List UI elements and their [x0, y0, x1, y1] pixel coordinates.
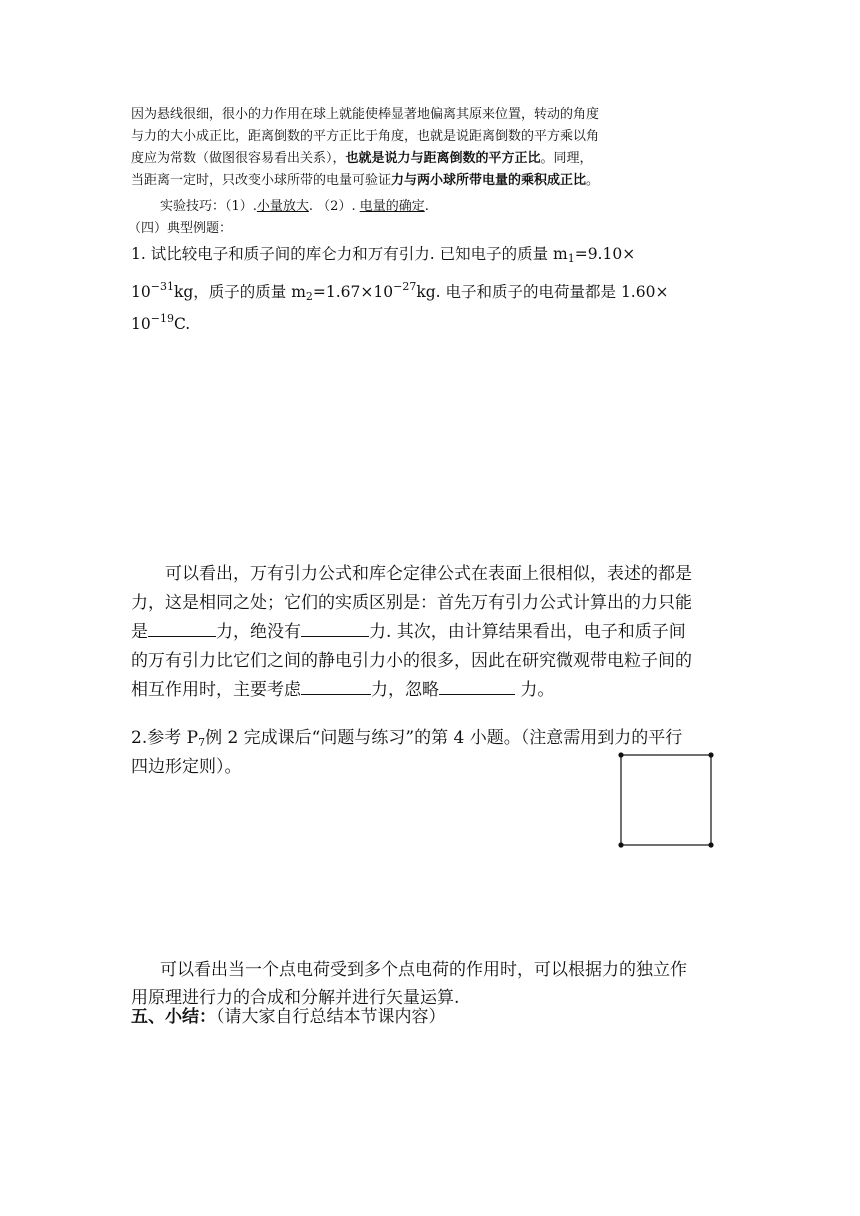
charge-dot-top-right [708, 752, 713, 757]
conclusion-1-line-5: 相互作用时，主要考虑 力，忽略 力。 [131, 676, 711, 705]
blank-1 [148, 618, 216, 637]
blank-3 [301, 676, 371, 695]
intro-line-4: 当距离一定时，只改变小球所带的电量可验证力与两小球所带电量的乘积成正比。 [131, 173, 600, 188]
conclusion-1-line-4: 的万有引力比它们之间的静电引力小的很多，因此在研究微观带电粒子间的 [131, 651, 692, 671]
conclusion-1-line-1: 可以看出，万有引力公式和库仑定律公式在表面上很相似，表述的都是 [165, 564, 692, 584]
examples-heading: （四）典型例题： [128, 221, 233, 236]
charge-dot-bottom-left [618, 842, 623, 847]
example-2-line-1: 2.参考 $P_7$例 2 完成课后“问题与练习”的第 4 小题。（注意需用到力的平行 [131, 728, 683, 749]
blank-4 [439, 676, 515, 695]
intro-line-1: 因为悬线很细，很小的力作用在球上就能使棒显著地偏离其原来位置，转动的角度 [131, 107, 600, 122]
conclusion-2-line-1: 可以看出当一个点电荷受到多个点电荷的作用时，可以根据力的独立作 [160, 960, 687, 980]
summary-heading: 五、小结：（请大家自行总结本节课内容） [131, 1007, 446, 1027]
charge-dot-top-left [618, 752, 623, 757]
conclusion-1-line-2: 力，这是相同之处；它们的实质区别是：首先万有引力公式计算出的力只能 [131, 593, 692, 613]
example-2-line-2: 四边形定则）。 [131, 757, 242, 777]
conclusion-2-line-2: 用原理进行力的合成和分解并进行矢量运算. [131, 988, 460, 1008]
intro-line-3: 度应为常数（做图很容易看出关系），也就是说力与距离倒数的平方正比。同理， [131, 151, 593, 166]
conclusion-1-line-3: 是 力，绝没有 力. 其次，由计算结果看出，电子和质子间 [131, 618, 711, 647]
blank-2 [301, 618, 369, 637]
intro-line-2: 与力的大小成正比，距离倒数的平方正比于角度，也就是说距离倒数的平方乘以角 [131, 129, 600, 144]
example-1-line-1: 1. 试比较电子和质子间的库仑力和万有引力. 已知电子的质量 $m_1=9.10\times$ [131, 245, 636, 265]
experiment-skills: 实验技巧：（1）.小量放大. （2）. 电量的确定. [160, 199, 429, 214]
square-charges-diagram [617, 751, 715, 849]
charge-dot-bottom-right [708, 842, 713, 847]
example-1-line-3: $10^{-19}C$. [131, 312, 191, 333]
square-outline [621, 755, 711, 845]
example-1-line-2: $10^{-31}kg$，质子的质量 $m_2=1.67\times 10^{-27}kg$. 电子和质子的电荷量都是 1.60× [131, 280, 669, 303]
